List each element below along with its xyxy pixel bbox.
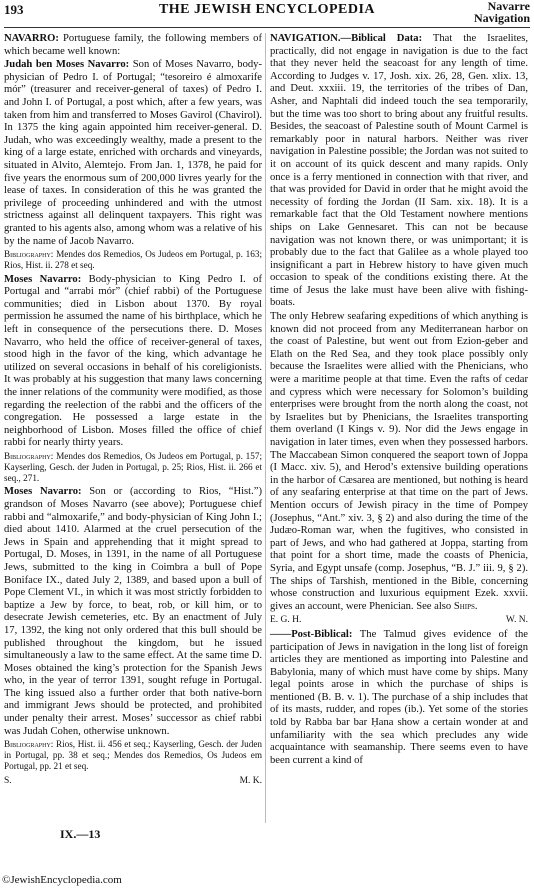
moses-text-1: Body-physician to King Pedro I. of Portugal and “arrabi mór” (chief rabbi) of the Portuguese communities; died in Lisbon about 1370. By royal permission he assumed the name of his birthplace, which he left in consequence of the persecutions there. D. Moses Navarro, who held the office of receiver-general of taxes, stood high in the favor of the king, which advantage he utilized on several occasions in behalf of his coreligionists. It was probably at his suggestion that many laws concerning the inner relations of the community were modified, as those regarding the reelection of the rabbi and the officers of the congregation. He possessed a large estate in the neighborhood of Lisbon. Moses filled the office of chief rabbi for nearly thirty years. [4,273,262,449]
moses-entry-1 [4,274,262,450]
initials-mk: M. K. [239,775,262,786]
signature-mark: IX.—13 [60,827,101,841]
judah-text: Son of Moses Navarro, body-physician of Pedro I. of Portugal; “tesoreiro é almoxarife mór” (treasurer and receiver-general of taxes) of Pedro I. and John I. of Portugal, a post which, after a few years, was taken from him and transferred to Moses Gavirol (Chavirol). In 1375 the king again appointed him receiver-general. D. Judah, who was exceedingly wealthy, made a present to the king of a large estate, enriched with orchards and vineyards, situated in Alvito, Alemtejo. From Jan. 1, 1378, he paid for five years the enormous sum of 200,000 livres yearly for the lease of taxes. In consideration of this he was granted the privilege of proceeding unhindered and with the utmost strictness against all delinquent taxpayers. This right was granted to his agents also, among whom was a relative of his by the name of Jacob Navarro. [4,59,262,247]
navigation-title: NAVIGATION.—Biblical Data: [270,33,423,44]
bibliography-text: Mendes dos Remedios, Os Judeos em Portugal, p. 157; Kayserling, Gesch. der Juden in Portugal, p. 25; Rios, Hist. ii. 266 et seq., 271. [4,451,262,483]
navarro-entry [4,33,262,58]
copyright-credit: ©JewishEncyclopedia.com [2,874,122,886]
moses-title-1: Moses Navarro: [4,273,82,285]
judah-entry [4,59,262,248]
bibliography-text: Mendes dos Remedios, Os Judeos em Portugal, p. 163; Rios, Hist. ii. 278 et seq. [4,249,262,270]
navigation-text-1: That the Israelites, practically, did not engage in navigation is due to the fact that they never held the seacoast for any length of time. According to Judges v. 17, Josh. xix. 26, 28, Gen. xlix. 13, and Deut. xxxiii. 19, the territories of the tribes of Dan, Asher, and Naphtali did indeed touch the sea temporarily, but the time was too short to bring about any fruitful results. Besides, the seacoast of Palestine south of Mount Carmel is remarkably poor in natural harbors. Neither was river navigation in Palestine possible; the Jordan was not suited to it on account of its quick descent and many rapids. Only once is a ferry mentioned in connection with that river, and that was provided for David in order that he might avoid the necessity of fording the Jordan (II Sam. xix. 18). It is a remarkable fact that the Old Testament nowhere mentions ships on Lake Gennesaret. This can not be because navigation was not known there, or was unimportant; it is probably due to the fact that Galilee as a whole played too insignificant a part in Hebrew history to have given much occasion to speak of the conditions existing there. At the time of Jesus the lake must have been alive with fishing-boats. [270,33,528,309]
judah-title: Judah ben Moses Navarro: [4,59,130,71]
head-topic-line-1: Navarre [487,0,530,13]
bibliography-3 [4,739,262,771]
navigation-text-2: The only Hebrew seafaring expeditions of which anything is known did not proceed from any Mediterranean harbor on the coast of Palestine, but went out from Ezion-geber and Elath on the Red Sea, and they took place possibly only because the Israelites were allied with the Phenicians, who were a maritime people at that time. Even the rafts of cedar and cypress which were necessary for Solomon’s building enterprises were brought from the north along the coast, not by Israelites but by Phenicians, the Israelites transporting them overland (I Kings v. 9). Nor did the Jews engage in navigation in later times, even when they possessed harbors. The Maccabean Simon conquered the seaport town of Joppa (I Macc. xiv. 5), and Herod’s extensive building operations in the harbor of Cæsarea are mentioned, but nothing is heard of any seafaring enterprise at that time on the part of Jews. Mention occurs of Jewish piracy in the time of Pompey (Josephus, “Ant.” xiv. 3, § 2) and also during the time of the Judæo-Roman war, when the fugitives, who consisted in part of Jews, and who had gathered at Joppa, starting from that point for a short time, made the coasts of Phenicia, Syria, and Egypt unsafe (comp. Josephus, “B. J.” iii. 9, § 2). The ships of Tarshish, mentioned in the Bible, concerning whose construction and luxurious equipment Ezek. xxvii. gives an account, were Phenician. See also [270,311,528,612]
author-initials-right [270,614,528,627]
header-rule [4,27,530,28]
bibliography-label: Bibliography: [4,451,54,461]
author-initials-left [4,775,262,788]
navarro-title: NAVARRO: [4,33,59,44]
navigation-entry [270,33,528,310]
initials-egh: E. G. H. [270,615,302,626]
column-divider [265,33,266,823]
see-also-ships-link[interactable]: Ships. [453,600,478,612]
head-topic-line-2: Navigation [473,11,530,25]
moses-title-2: Moses Navarro: [4,486,82,498]
page-number: 193 [4,2,24,17]
initials-wn: W. N. [505,615,528,626]
bibliography-label: Bibliography: [4,249,54,260]
moses-entry-2 [4,486,262,738]
head-topic [474,0,530,24]
bibliography-label: Bibliography: [4,739,54,750]
left-column [4,33,262,789]
initials-s: S. [4,775,12,786]
bibliography-2 [4,451,262,483]
navarro-text: Portuguese family, the following members of which became well known: [4,33,262,57]
right-column [270,33,528,768]
post-biblical-entry [270,629,528,768]
page-header [0,0,534,30]
running-title: THE JEWISH ENCYCLOPEDIA [158,2,376,17]
post-biblical-title: ——Post-Biblical: [270,628,353,640]
moses-text-2: Son or (according to Rios, “Hist.”) grandson of Moses Navarro (see above); Portuguese chief rabbi and “almoxarife,” and body-physician of King John I.; died about 1410. Alarmed at the cruel persecution of the Jews in Spain and apprehending that it might spread to Portugal, D. Moses, in 1391, in the name of all Portuguese Jews, submitted to the king in Coimbra a bull of Pope Boniface IX., dated July 2, 1389, and based upon a bull of Pope Clement VI., in which it was most strictly forbidden to baptize a Jew by force, to beat, rob, or kill him, or to desecrate Jewish cemeteries, etc. By an enactment of July 17, 1392, the king not only ordered that this bull should be published throughout the kingdom, but he issued simultaneously a law to the same effect. At the same time D. Moses obtained the king’s protection for the Spanish Jews who, in the year of terror 1391, sought refuge in Portugal. The king issued also a further order that both native-born and immigrant Jews should be protected, and prohibited under penalty their arrest. Moses’ successor as chief rabbi was Judah Cohen, otherwise unknown. [4,486,262,737]
post-biblical-text: The Talmud gives evidence of the participation of Jews in navigation in the long list of foreign articles they are mentioned as importing into Palestine and Babylonia, many of which must have come by ships. Many legal points arose in which the purchase of ships is mentioned (B. B. v. 1). The purchase of a ship includes that of its masts, rudder, and ropes (ib.). Yet some of the stories told by Rabba bar bar Ḥana show a certain wonder at and unfamiliarity with the sea which precludes any wide acquaintance with seamanship. There seems even to have been current a kind of [270,628,528,766]
bibliography-text: Rios, Hist. ii. 456 et seq.; Kayserling, Gesch. der Juden in Portugal, pp. 38 et seq.; Mendes dos Remedios, Os Judeos em Portugal, pp. 21 et seq. [4,739,262,771]
navigation-paragraph-2 [270,311,528,613]
bibliography-1 [4,249,262,271]
